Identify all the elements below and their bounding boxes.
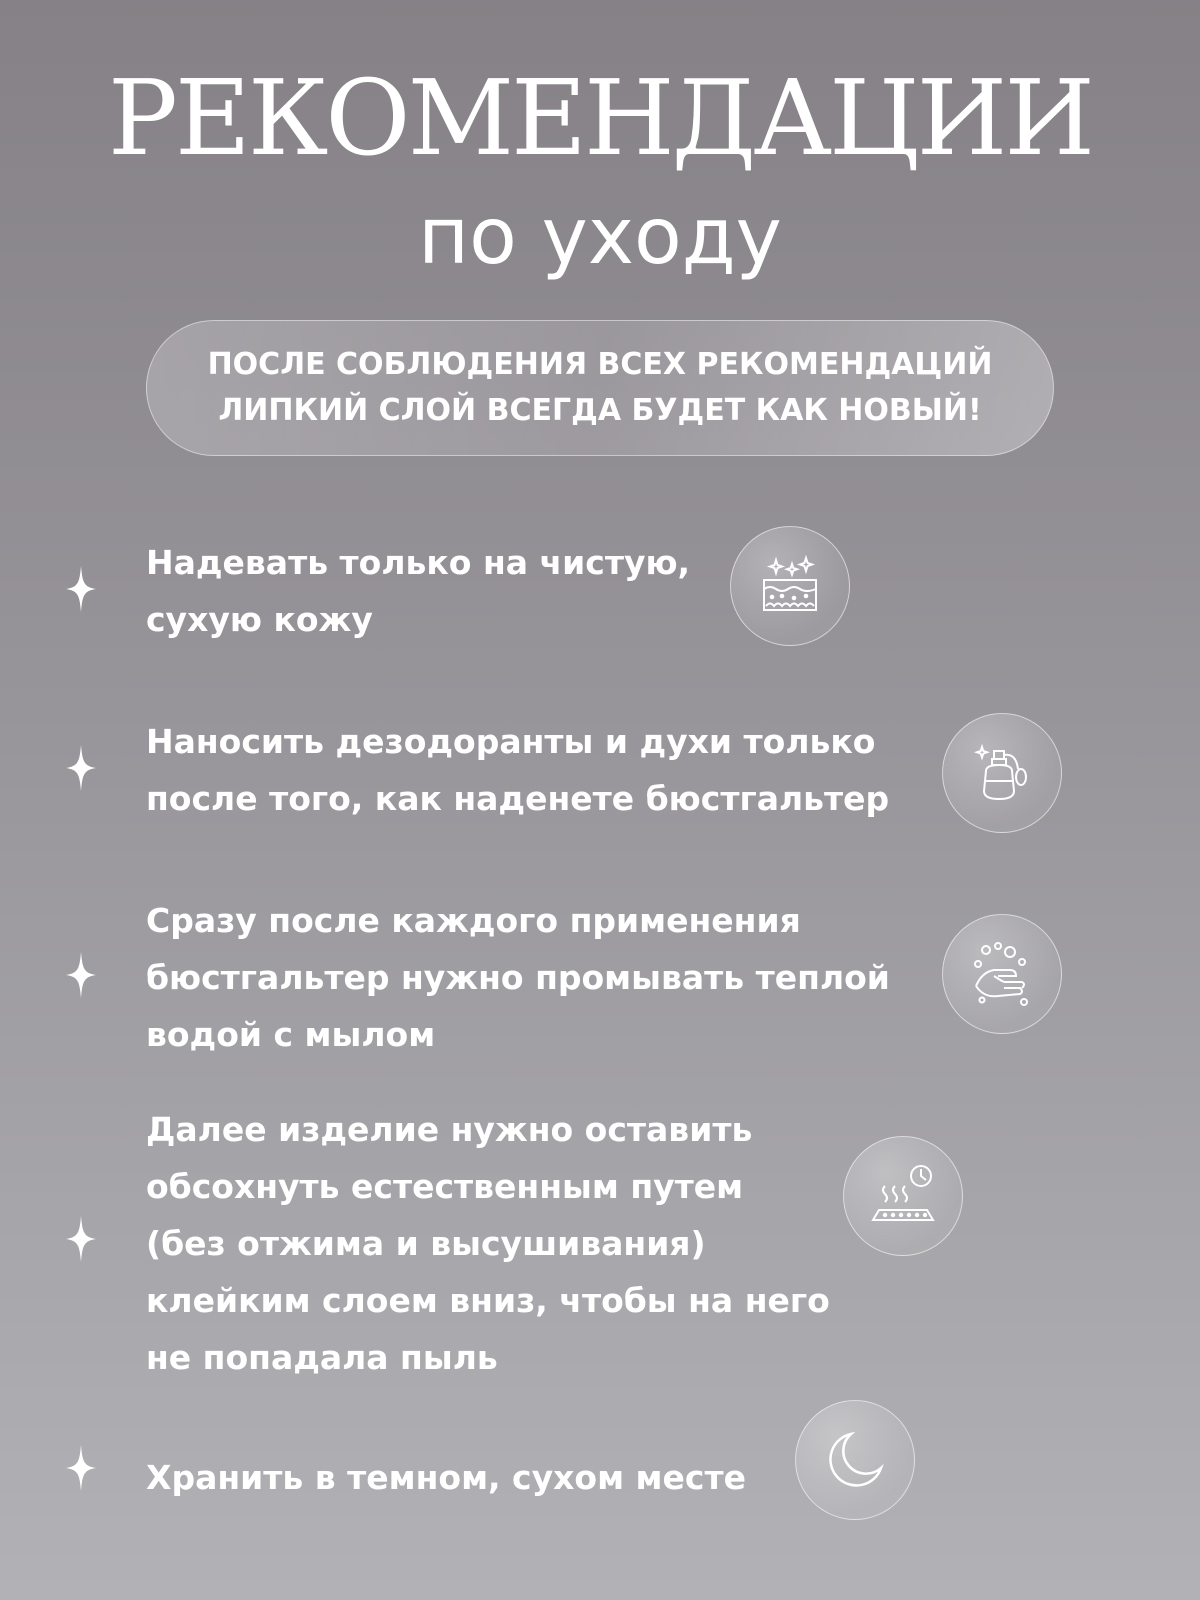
sparkle-bullet-icon xyxy=(66,745,96,791)
banner-line-2: ЛИПКИЙ СЛОЙ ВСЕГДА БУДЕТ КАК НОВЫЙ! xyxy=(218,393,982,428)
care-item-3: Сразу после каждого применения бюстгальтер нужно промывать теплой водой с мылом xyxy=(146,901,890,1054)
banner-line-1: ПОСЛЕ СОБЛЮДЕНИЯ ВСЕХ РЕКОМЕНДАЦИЙ xyxy=(207,347,993,382)
air-dry-badge xyxy=(843,1136,963,1256)
page-title: РЕКОМЕНДАЦИИ xyxy=(107,57,1093,179)
care-item-1: Надевать только на чистую, сухую кожу xyxy=(146,543,691,639)
clean-skin-icon xyxy=(752,548,828,624)
moon-icon xyxy=(817,1422,893,1498)
care-item-4: Далее изделие нужно оставить обсохнуть естественным путем (без отжима и высушивания) клейким слоем вниз, чтобы на него не попадала пыль xyxy=(146,1110,830,1377)
info-banner xyxy=(146,320,1054,456)
sparkle-bullet-icon xyxy=(66,566,96,612)
moon-badge xyxy=(795,1400,915,1520)
hand-wash-icon xyxy=(964,936,1040,1012)
care-item-2: Наносить дезодоранты и духи только после того, как наденете бюстгальтер xyxy=(146,722,890,818)
air-dry-icon xyxy=(865,1158,941,1234)
hand-wash-badge xyxy=(942,914,1062,1034)
sparkle-bullet-icon xyxy=(66,1216,96,1262)
page-subtitle: по уходу xyxy=(418,192,782,282)
perfume-icon xyxy=(964,735,1040,811)
care-item-5: Хранить в темном, сухом месте xyxy=(146,1458,746,1497)
perfume-badge xyxy=(942,713,1062,833)
sparkle-bullet-icon xyxy=(66,1445,96,1491)
clean-skin-badge xyxy=(730,526,850,646)
sparkle-bullet-icon xyxy=(66,952,96,998)
